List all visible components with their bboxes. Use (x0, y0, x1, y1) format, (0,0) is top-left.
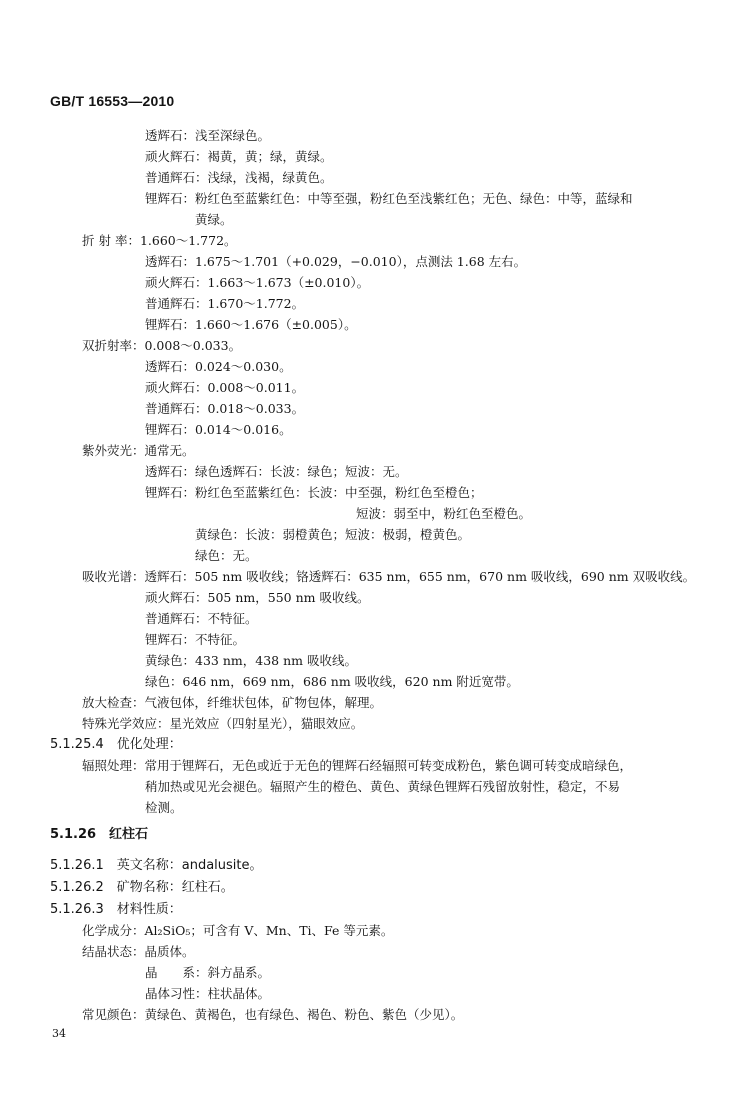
text-line: 锂辉石：不特征。 (145, 632, 246, 647)
text-line: 黄绿。 (195, 212, 233, 227)
text-line: 顽火辉石：0.008～0.011。 (145, 380, 305, 395)
standard-number-header: GB/T 16553—2010 (50, 93, 175, 109)
text-line: 双折射率：0.008～0.033。 (82, 338, 242, 353)
text-line: 普通辉石：不特征。 (145, 611, 258, 626)
text-line: 透辉石：1.675～1.701（+0.029，−0.010），点测法 1.68 左右。 (145, 254, 527, 269)
text-line: 锂辉石：粉红色至蓝紫红色：长波：中至强，粉红色至橙色； (145, 485, 483, 500)
text-line: 折 射 率：1.660～1.772。 (82, 233, 237, 248)
text-line: 黄绿色：433 nm，438 nm 吸收线。 (145, 653, 357, 668)
text-line: 稍加热或见光会褪色。辐照产生的橙色、黄色、黄绿色锂辉石残留放射性，稳定，不易 (145, 779, 621, 794)
text-line: 化学成分：Al₂SiO₅；可含有 V、Mn、Ti、Fe 等元素。 (82, 923, 394, 938)
section-heading: 5.1.26 红柱石 (50, 827, 149, 842)
text-line: 短波：弱至中，粉红色至橙色。 (356, 506, 532, 521)
text-line: 紫外荧光：通常无。 (82, 443, 195, 458)
text-line: 辐照处理：常用于锂辉石，无色或近于无色的锂辉石经辐照可转变成粉色，紫色调可转变成暗绿色， (82, 758, 633, 773)
text-line: 锂辉石：粉红色至蓝紫红色：中等至强，粉红色至浅紫红色；无色、绿色：中等，蓝绿和 (145, 191, 633, 206)
text-line: 结晶状态：晶质体。 (82, 944, 195, 959)
text-line: 普通辉石：浅绿，浅褐，绿黄色。 (145, 170, 333, 185)
text-line: 顽火辉石：褐黄，黄；绿，黄绿。 (145, 149, 333, 164)
text-line: 黄绿色：长波：弱橙黄色；短波：极弱，橙黄色。 (195, 527, 471, 542)
text-line: 普通辉石：1.670～1.772。 (145, 296, 305, 311)
text-line: 晶 系：斜方晶系。 (145, 965, 271, 980)
section-heading: 5.1.25.4 优化处理： (50, 737, 182, 752)
text-line: 透辉石：0.024～0.030。 (145, 359, 292, 374)
text-line: 吸收光谱：透辉石：505 nm 吸收线；铬透辉石：635 nm，655 nm，670 nm 吸收线，690 nm 双吸收线。 (82, 569, 696, 584)
section-heading: 5.1.26.3 材料性质： (50, 902, 182, 917)
section-heading: 5.1.26.1 英文名称：andalusite。 (50, 858, 263, 873)
text-line: 放大检查：气液包体，纤维状包体，矿物包体，解理。 (82, 695, 383, 710)
text-line: 顽火辉石：505 nm，550 nm 吸收线。 (145, 590, 370, 605)
text-line: 绿色：无。 (195, 548, 258, 563)
text-line: 绿色：646 nm，669 nm，686 nm 吸收线，620 nm 附近宽带。 (145, 674, 519, 689)
text-line: 锂辉石：0.014～0.016。 (145, 422, 292, 437)
section-heading: 5.1.26.2 矿物名称：红柱石。 (50, 880, 234, 895)
text-line: 晶体习性：柱状晶体。 (145, 986, 271, 1001)
text-line: 透辉石：绿色透辉石：长波：绿色；短波：无。 (145, 464, 408, 479)
text-line: 普通辉石：0.018～0.033。 (145, 401, 305, 416)
text-line: 顽火辉石：1.663～1.673（±0.010）。 (145, 275, 370, 290)
page-number: 34 (52, 1027, 66, 1040)
text-line: 常见颜色：黄绿色、黄褐色，也有绿色、褐色、粉色、紫色（少见）。 (82, 1007, 464, 1022)
text-line: 检测。 (145, 800, 183, 815)
text-line: 锂辉石：1.660～1.676（±0.005）。 (145, 317, 357, 332)
text-line: 特殊光学效应：星光效应（四射星光），猫眼效应。 (82, 716, 364, 731)
text-line: 透辉石：浅至深绿色。 (145, 128, 271, 143)
